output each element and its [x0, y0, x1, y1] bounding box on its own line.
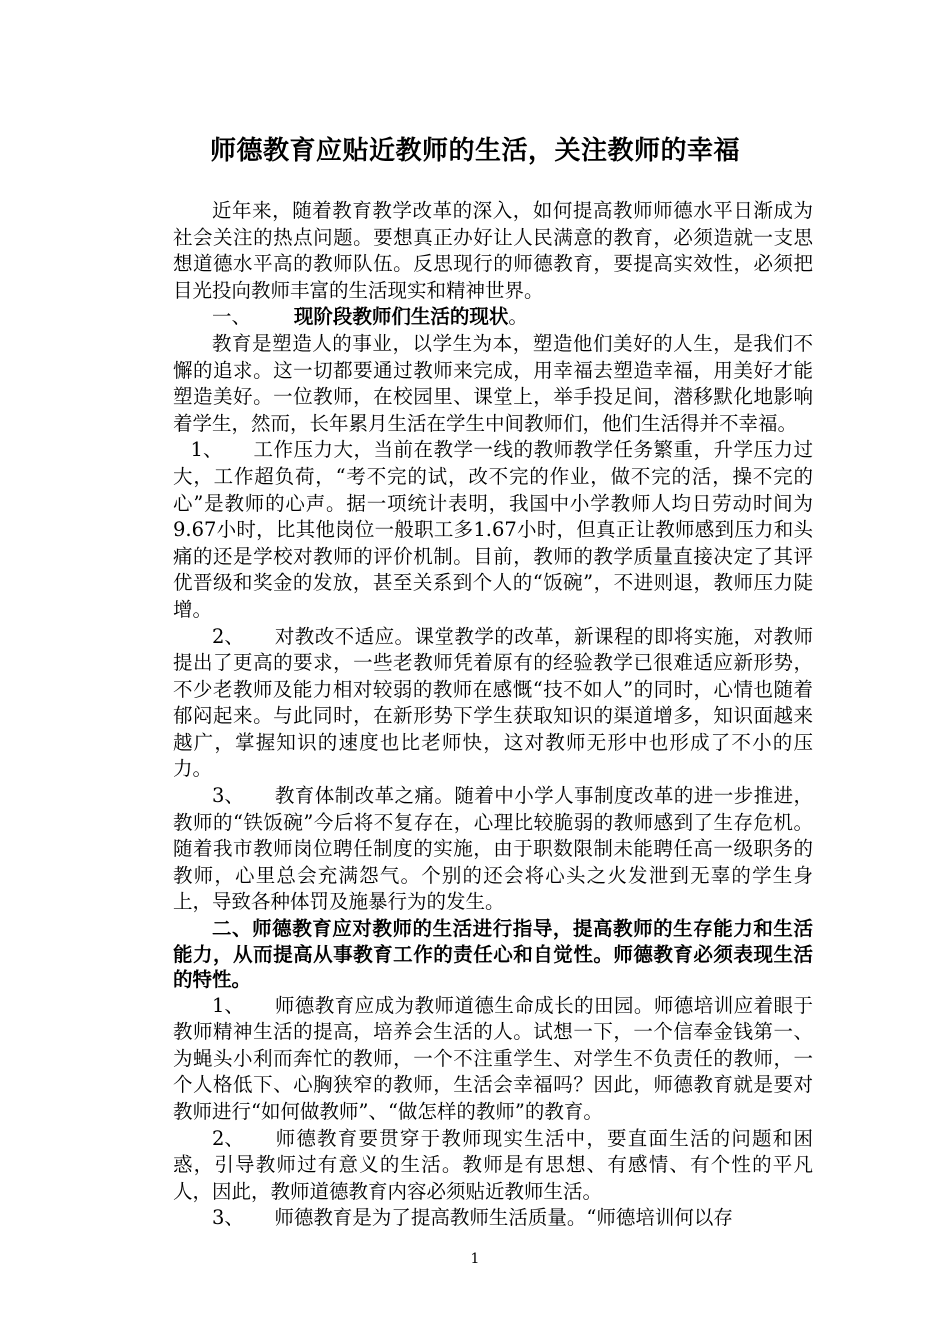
section-2-item-2-text: 师德教育要贯穿于教师现实生活中，要直面生活的问题和困惑，引导教师过有意义的生活。教师是有思想、有感情、有个性的平凡人，因此，教师道德教育内容必须贴近教师生活。 [173, 1126, 813, 1203]
section-2-item-3-text: 师德教育是为了提高教师生活质量。“师德培训何以存 [274, 1206, 733, 1230]
section-1-item-1-number: 1、 [190, 438, 223, 462]
section-1-item-1-text: 工作压力大，当前在教学一线的教师教学任务繁重，升学压力过大，工作超负荷，“考不完的试，改不完的作业，做不完的活，操不完的心”是教师的心声。据一项统计表明，我国中小学教师人均日劳动时间为9.67小时，比其他岗位一般职工多1.67小时，但真正让教师感到压力和头痛的还是学校对教师的评价机制。目前，教师的教学质量直接决定了其评优晋级和奖金的发放，甚至关系到个人的“饭碗”，不进则退，教师压力陡增。 [173, 438, 813, 621]
section-1-item-2-text: 对教改不适应。课堂教学的改革，新课程的即将实施，对教师提出了更高的要求，一些老教师凭着原有的经验教学已很难适应新形势，不少老教师及能力相对较弱的教师在感慨“技不如人”的同时，心情也随着郁闷起来。与此同时，在新形势下学生获取知识的渠道增多，知识面越来越广，掌握知识的速度也比老师快，这对教师无形中也形成了不小的压力。 [173, 624, 813, 781]
document-body [173, 198, 813, 1232]
section-1-heading-text: 现阶段教师们生活的现状 [293, 305, 509, 329]
section-1-item-2 [173, 624, 813, 784]
section-1-item-3 [173, 783, 813, 916]
intro-paragraph: 近年来，随着教育教学改革的深入，如何提高教师师德水平日渐成为社会关注的热点问题。要想真正办好让人民满意的教育，必须造就一支思想道德水平高的教师队伍。反思现行的师德教育，要提高实效性，必须把目光投向教师丰富的生活现实和精神世界。 [173, 199, 813, 302]
section-2-heading: 二、师德教育应对教师的生活进行指导，提高教师的生存能力和生活能力，从而提高从事教育工作的责任心和自觉性。师德教育必须表现生活的特性。 [173, 917, 813, 992]
section-1-item-2-number: 2、 [212, 624, 244, 648]
section-1-number: 一、 [212, 305, 252, 329]
section-2-item-1-number: 1、 [212, 993, 244, 1017]
document-title: 师德教育应贴近教师的生活，关注教师的幸福 [209, 136, 740, 166]
section-2-item-1-text: 师德教育应成为教师道德生命成长的田园。师德培训应着眼于教师精神生活的提高，培养会生活的人。试想一下，一个信奉金钱第一、为蝇头小利而奔忙的教师，一个不注重学生、对学生不负责任的教师，一个人格低下、心胸狭窄的教师，生活会幸福吗？因此，师德教育就是要对教师进行“如何做教师”、“做怎样的教师”的教育。 [173, 993, 813, 1123]
section-1-item-1 [173, 437, 813, 623]
section-1-paragraph: 教育是塑造人的事业，以学生为本，塑造他们美好的人生，是我们不懈的追求。这一切都要通过教师来完成，用幸福去塑造幸福，用美好才能塑造美好。一位教师，在校园里、课堂上，举手投足间，潜移默化地影响着学生，然而，长年累月生活在学生中间教师们，他们生活得并不幸福。 [173, 331, 813, 435]
section-1-item-3-text: 教育体制改革之痛。随着中小学人事制度改革的进一步推进，教师的“铁饭碗”今后将不复存在，心理比较脆弱的教师感到了生存危机。随着我市教师岗位聘任制度的实施，由于职数限制未能聘任高一级职务的教师，心里总会充满怨气。个别的还会将心头之火发泄到无辜的学生身上，导致各种体罚及施暴行为的发生。 [173, 784, 813, 914]
section-2-item-3 [173, 1205, 813, 1232]
section-1-heading-tail: 。 [508, 305, 528, 329]
section-2-item-2-number: 2、 [212, 1126, 244, 1150]
section-1-item-3-number: 3、 [212, 784, 244, 808]
section-2-item-1 [173, 993, 813, 1126]
page-number: 1 [470, 1251, 480, 1267]
section-2-item-3-number: 3、 [212, 1206, 244, 1230]
section-2-item-2 [173, 1126, 813, 1206]
section-1-heading [173, 304, 813, 331]
